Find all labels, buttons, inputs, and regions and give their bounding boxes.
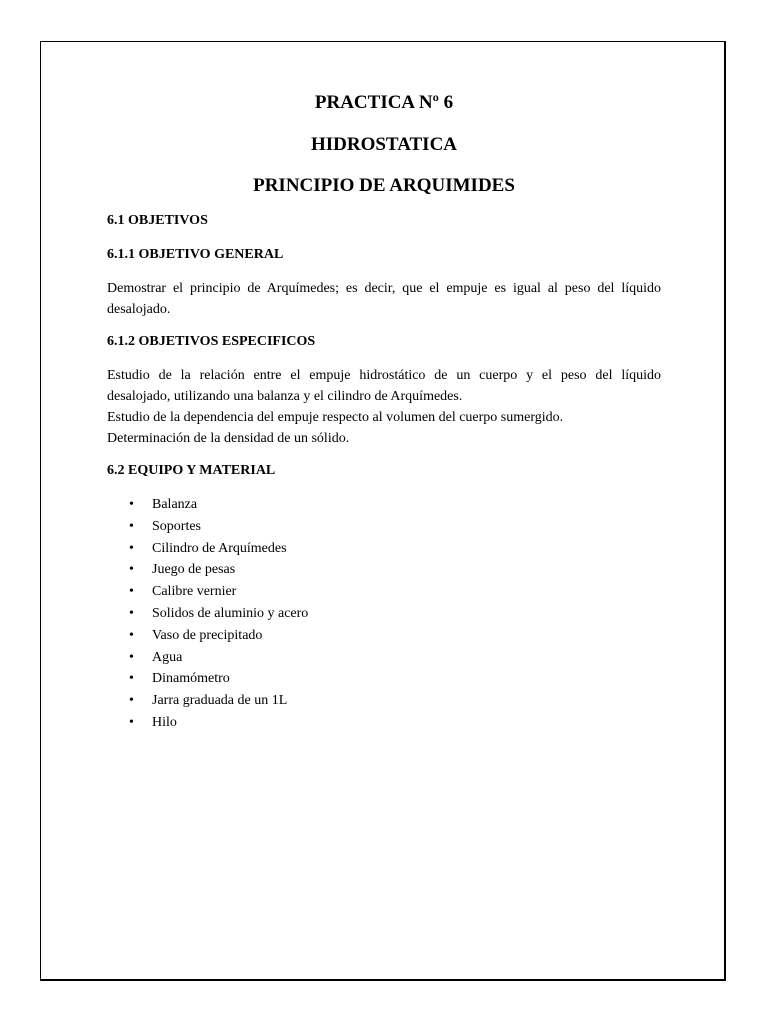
list-item-label: Cilindro de Arquímedes <box>152 540 287 556</box>
equipo-heading: 6.2 EQUIPO Y MATERIAL <box>107 463 276 478</box>
bullet-icon: • <box>129 562 134 578</box>
list-item <box>107 581 308 603</box>
objetivos-heading: 6.1 OBJETIVOS <box>107 213 208 228</box>
list-item <box>107 625 308 647</box>
paragraph-line: Demostrar el principio de Arquímedes; es decir, que el empuje es igual al peso del líquido <box>107 281 661 296</box>
paragraph-line: desalojado, utilizando una balanza y el cilindro de Arquímedes. <box>107 389 463 404</box>
list-item-label: Soportes <box>152 518 201 534</box>
list-item-label: Hilo <box>152 714 177 730</box>
list-item-label: Agua <box>152 649 183 665</box>
paragraph-line: Estudio de la relación entre el empuje hidrostático de un cuerpo y el peso del líquido <box>107 368 661 383</box>
practice-number-title: PRACTICA Nº 6 <box>314 92 454 113</box>
bullet-icon: • <box>129 627 134 643</box>
bullet-icon: • <box>129 497 134 512</box>
objetivos-especificos-paragraph <box>107 365 661 449</box>
bullet-icon: • <box>129 671 134 687</box>
objetivos-especificos-heading: 6.1.2 OBJETIVOS ESPECIFICOS <box>107 334 316 349</box>
bullet-icon: • <box>129 584 134 600</box>
objetivo-general-heading: 6.1.1 OBJETIVO GENERAL <box>107 247 284 262</box>
list-item-label: Balanza <box>152 497 198 512</box>
list-item <box>107 494 308 516</box>
bullet-icon: • <box>129 540 134 556</box>
list-item <box>107 712 308 734</box>
paragraph-line: Determinación de la densidad de un sólido. <box>107 431 350 446</box>
list-item <box>107 559 308 581</box>
topic-title: HIDROSTATICA <box>310 134 458 155</box>
bullet-icon: • <box>129 693 134 709</box>
list-item <box>107 603 308 625</box>
bullet-icon: • <box>129 714 134 730</box>
list-item-label: Jarra graduada de un 1L <box>152 693 288 709</box>
list-item-label: Dinamómetro <box>152 671 230 687</box>
list-item-label: Vaso de precipitado <box>152 627 263 643</box>
bullet-icon: • <box>129 605 134 621</box>
list-item <box>107 647 308 669</box>
principle-title: PRINCIPIO DE ARQUIMIDES <box>253 175 515 196</box>
list-item <box>107 538 308 560</box>
list-item-label: Juego de pesas <box>152 562 236 578</box>
list-item-label: Calibre vernier <box>152 584 237 600</box>
objetivo-general-paragraph <box>107 278 661 320</box>
list-item <box>107 690 308 712</box>
list-item <box>107 516 308 538</box>
list-item-label: Solidos de aluminio y acero <box>152 605 309 621</box>
bullet-icon: • <box>129 649 134 665</box>
list-item <box>107 668 308 690</box>
paragraph-line: Estudio de la dependencia del empuje respecto al volumen del cuerpo sumergido. <box>107 410 564 425</box>
bullet-icon: • <box>129 518 134 534</box>
equipment-list <box>107 494 308 734</box>
paragraph-line: desalojado. <box>107 302 171 317</box>
